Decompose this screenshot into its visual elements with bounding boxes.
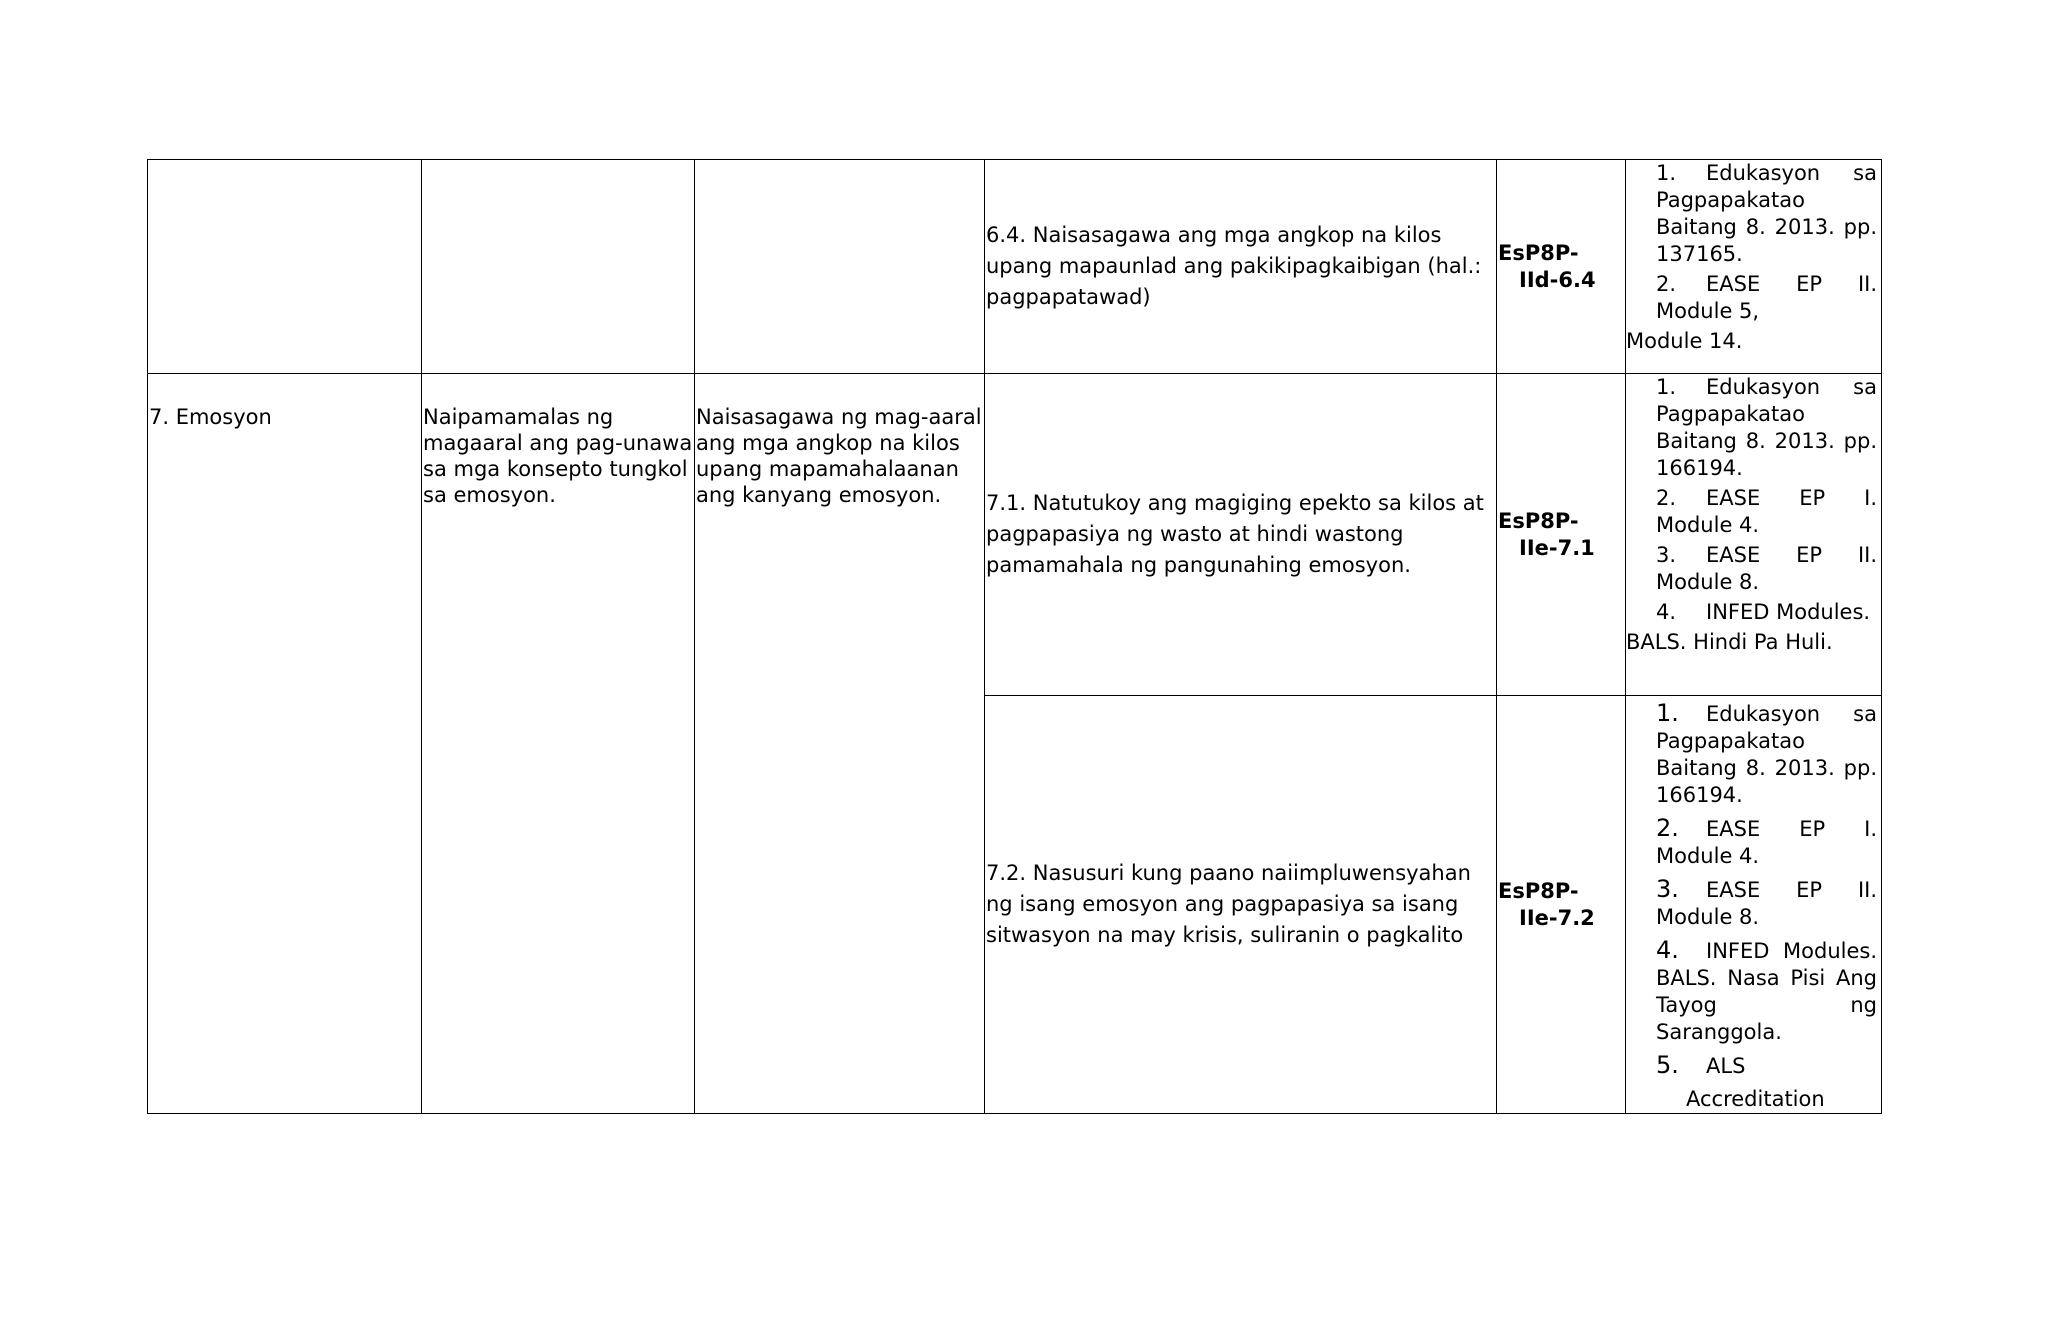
competency-text: 7.1. Natutukoy ang magiging epekto sa kilos at pagpapasiya ng wasto at hindi wastong pamamahala ng pangunahing emosyon. <box>986 491 1484 577</box>
resource-item <box>1626 271 1877 325</box>
competency-cell <box>985 160 1497 374</box>
resource-item <box>1626 160 1877 268</box>
resource-number: 4. <box>1656 600 1677 624</box>
resource-number: 2. <box>1656 814 1679 842</box>
competency-cell <box>985 374 1497 696</box>
resource-number: 2. <box>1656 272 1677 296</box>
content-standard-cell <box>422 374 695 1114</box>
resource-text: EASE EP II. Module 8. <box>1656 878 1877 929</box>
performance-standard-cell <box>695 160 985 374</box>
resource-number: 1. <box>1656 699 1679 727</box>
code-cell <box>1497 696 1626 1114</box>
code-line-2: IIe-7.2 <box>1519 905 1595 930</box>
resource-text: INFED Modules. <box>1706 600 1871 624</box>
resource-item <box>1626 700 1877 809</box>
resource-tail: Module 14. <box>1626 329 1743 353</box>
curriculum-table <box>147 159 1882 1114</box>
resource-item <box>1626 485 1877 539</box>
resources-cell <box>1626 374 1882 696</box>
resources-list <box>1626 696 1877 1113</box>
topic-cell <box>148 160 422 374</box>
resource-item <box>1626 542 1877 596</box>
resource-text: Edukasyon sa Pagpapakatao Baitang 8. 2013. pp. 166194. <box>1656 375 1877 480</box>
resource-item <box>1626 876 1877 931</box>
code-cell <box>1497 374 1626 696</box>
resource-number: 2. <box>1656 486 1677 510</box>
resource-text: Edukasyon sa Pagpapakatao Baitang 8. 2013. pp. 166194. <box>1656 702 1877 807</box>
topic-cell <box>148 374 422 1114</box>
resource-item <box>1626 1052 1877 1080</box>
resource-item <box>1626 815 1877 870</box>
performance-standard-text: Naisasagawa ng mag-aaral ang mga angkop na kilos upang mapamahalaanan ang kanyang emosyon. <box>696 405 982 507</box>
resource-number: 5. <box>1656 1051 1679 1079</box>
resources-list <box>1626 160 1877 355</box>
content-standard-cell <box>422 160 695 374</box>
resource-text: EASE EP I. Module 4. <box>1656 486 1877 537</box>
resource-text: ALS <box>1706 1054 1746 1078</box>
performance-standard-cell <box>695 374 985 1114</box>
resource-text: EASE EP II. Module 5, <box>1656 272 1877 323</box>
competency-cell <box>985 696 1497 1114</box>
resource-item <box>1626 937 1877 1046</box>
resource-number: 4. <box>1656 936 1679 964</box>
resources-cell <box>1626 696 1882 1114</box>
resource-item <box>1626 599 1877 626</box>
code-cell <box>1497 160 1626 374</box>
code-line-1: EsP8P- <box>1498 878 1579 903</box>
resource-tail: Accreditation <box>1686 1087 1825 1111</box>
competency-text: 7.2. Nasusuri kung paano naiimpluwensyahan ng isang emosyon ang pagpapasiya sa isang sitwasyon na may krisis, suliranin o pagkalito <box>986 861 1471 947</box>
table-row <box>148 374 1882 696</box>
resource-text: INFED Modules. BALS. Nasa Pisi Ang Tayog ng Saranggola. <box>1656 939 1877 1044</box>
content-standard-text: Naipamamalas ng magaaral ang pag-unawa sa mga konsepto tungkol sa emosyon. <box>423 405 693 507</box>
table-row <box>148 160 1882 374</box>
resources-list <box>1626 374 1877 656</box>
resource-number: 3. <box>1656 543 1677 567</box>
code-line-2: IIe-7.1 <box>1519 535 1595 560</box>
code-line-1: EsP8P- <box>1498 508 1579 533</box>
topic-text: 7. Emosyon <box>149 405 272 429</box>
resource-text: Edukasyon sa Pagpapakatao Baitang 8. 2013. pp. 137165. <box>1656 161 1877 266</box>
resources-cell <box>1626 160 1882 374</box>
resource-text: EASE EP II. Module 8. <box>1656 543 1877 594</box>
resource-tail: BALS. Hindi Pa Huli. <box>1626 630 1833 654</box>
code-line-1: EsP8P- <box>1498 240 1579 265</box>
resource-number: 1. <box>1656 161 1677 185</box>
resource-text: EASE EP I. Module 4. <box>1656 817 1877 868</box>
resource-item <box>1626 374 1877 482</box>
competency-text: 6.4. Naisasagawa ang mga angkop na kilos upang mapaunlad ang pakikipagkaibigan (hal.: pagpapatawad) <box>986 223 1482 309</box>
resource-number: 1. <box>1656 375 1677 399</box>
code-line-2: IId-6.4 <box>1519 267 1596 292</box>
resource-number: 3. <box>1656 875 1679 903</box>
